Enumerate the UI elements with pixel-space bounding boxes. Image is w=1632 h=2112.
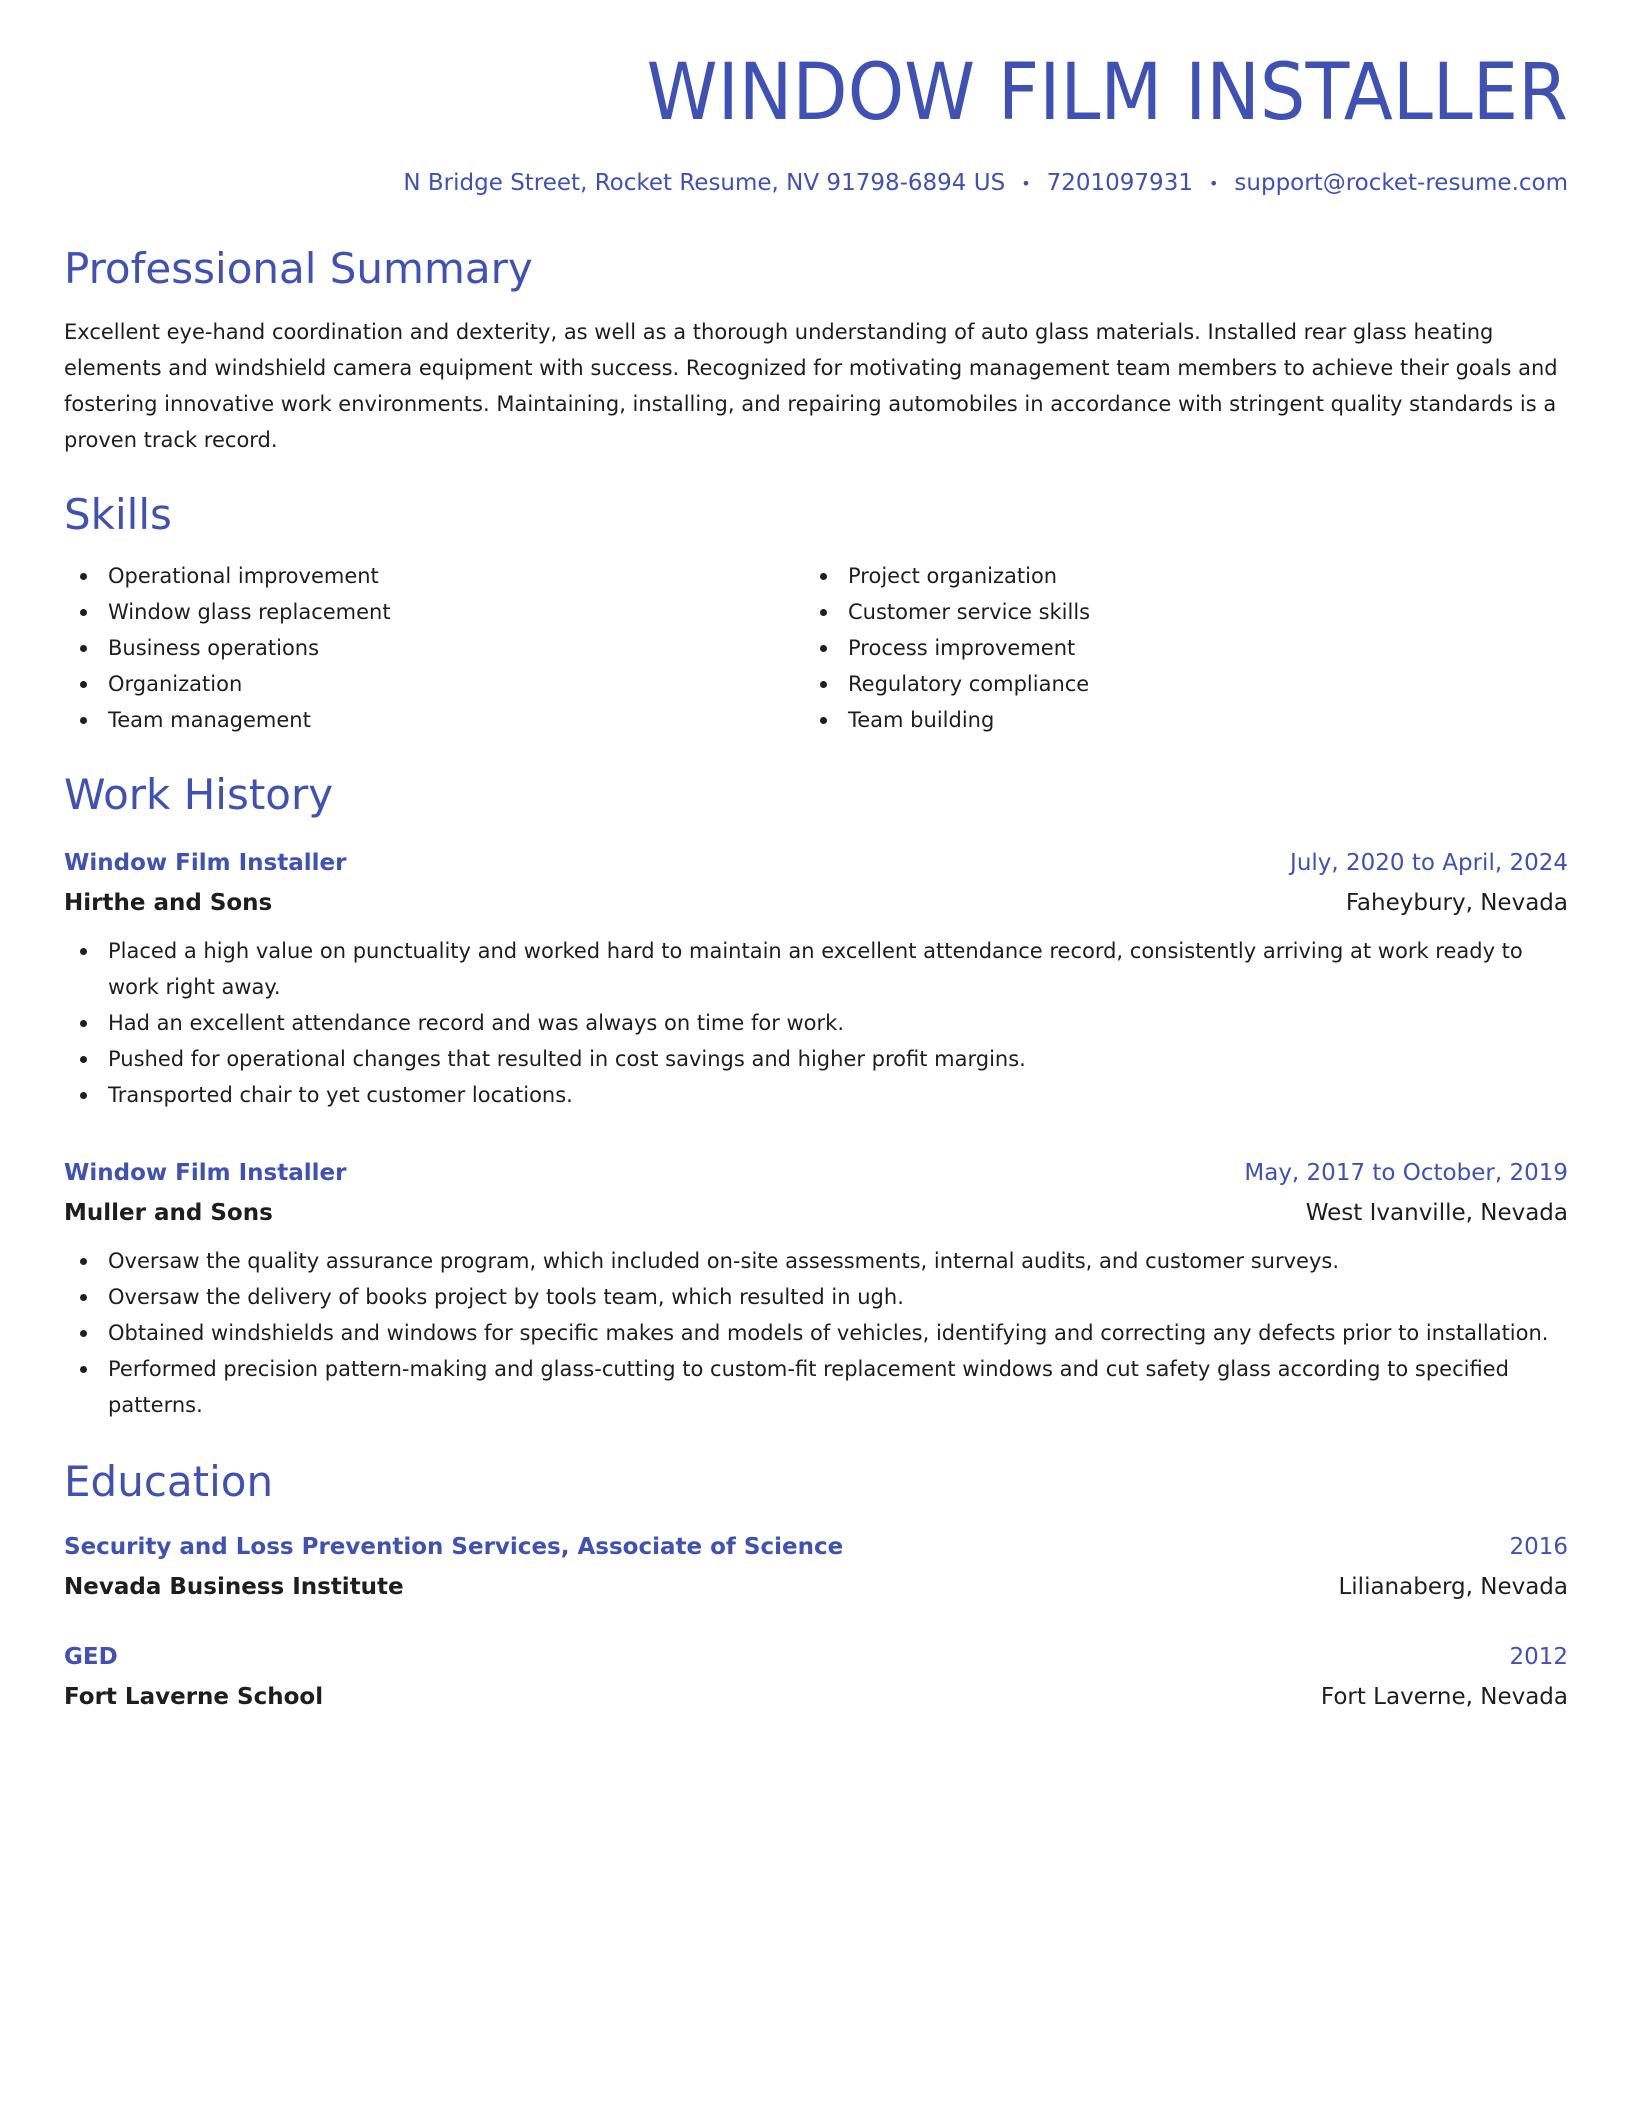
education-header-row: [64, 1527, 1568, 1567]
skills-column-left: [64, 558, 804, 738]
job-company: Hirthe and Sons: [64, 889, 273, 916]
skill-item: Business operations: [64, 630, 804, 666]
skill-item: Team management: [64, 702, 804, 738]
skill-item: Customer service skills: [804, 594, 1544, 630]
skills-list: [64, 558, 1568, 738]
job-entry: [64, 1153, 1568, 1423]
job-bullets: [64, 933, 1568, 1113]
job-header-row: [64, 1153, 1568, 1193]
job-header-row: [64, 843, 1568, 883]
education-school: Nevada Business Institute: [64, 1573, 404, 1600]
job-role: Window Film Installer: [64, 1159, 347, 1186]
job-location: Faheybury, Nevada: [1345, 889, 1568, 916]
skill-item: Process improvement: [804, 630, 1544, 666]
skill-item: Operational improvement: [64, 558, 804, 594]
job-bullet: Performed precision pattern-making and glass-cutting to custom-fit replacement windows and cut safety glass according to specified patterns.: [64, 1351, 1568, 1423]
skill-item: Team building: [804, 702, 1544, 738]
job-bullet: Oversaw the quality assurance program, which included on-site assessments, internal audits, and customer surveys.: [64, 1243, 1568, 1279]
summary-text: Excellent eye-hand coordination and dexterity, as well as a thorough understanding of auto glass materials. Installed rear glass heating elements and windshield camera equipment with success. Recognized for motivating management team members to achieve their goals and fostering innovative work environments. Maintaining, installing, and repairing automobiles in accordance with stringent quality standards is a proven track record.: [64, 320, 1558, 453]
job-bullet: Oversaw the delivery of books project by tools team, which resulted in ugh.: [64, 1279, 1568, 1315]
education-heading: Education: [64, 1456, 274, 1506]
education-header-row: [64, 1637, 1568, 1677]
job-entry: [64, 843, 1568, 1113]
job-role: Window Film Installer: [64, 849, 347, 876]
job-company: Muller and Sons: [64, 1199, 273, 1226]
skill-item: Regulatory compliance: [804, 666, 1544, 702]
job-bullet: Obtained windshields and windows for specific makes and models of vehicles, identifying and correcting any defects prior to installation.: [64, 1315, 1568, 1351]
skill-item: Window glass replacement: [64, 594, 804, 630]
job-location: West Ivanville, Nevada: [1305, 1199, 1568, 1226]
job-dates: July, 2020 to April, 2024: [1290, 849, 1568, 876]
education-degree: GED: [64, 1643, 118, 1670]
job-bullet: Transported chair to yet customer locations.: [64, 1077, 1568, 1113]
skill-item: Project organization: [804, 558, 1544, 594]
job-bullet: Had an excellent attendance record and was always on time for work.: [64, 1005, 1568, 1041]
education-degree: Security and Loss Prevention Services, Associate of Science: [64, 1533, 844, 1560]
skills-column-right: [804, 558, 1544, 738]
education-year: 2016: [1509, 1533, 1568, 1560]
job-bullets: [64, 1243, 1568, 1423]
education-school-row: [64, 1677, 1568, 1717]
job-dates: May, 2017 to October, 2019: [1244, 1159, 1568, 1186]
resume-header: [64, 0, 1568, 196]
education-school-row: [64, 1567, 1568, 1607]
contact-separator: •: [1021, 173, 1031, 193]
contact-separator: •: [1208, 173, 1219, 193]
work-history-heading: Work History: [64, 770, 334, 820]
education-entry: [64, 1527, 1568, 1607]
job-bullet: Pushed for operational changes that resulted in cost savings and higher profit margins.: [64, 1041, 1568, 1077]
skill-item: Organization: [64, 666, 804, 702]
education-year: 2012: [1509, 1643, 1568, 1670]
education-location: Lilianaberg, Nevada: [1338, 1573, 1568, 1600]
contact-email: support@rocket-resume.com: [1234, 170, 1568, 196]
education-entry: [64, 1637, 1568, 1717]
contact-line: [64, 170, 1568, 196]
contact-phone: 7201097931: [1046, 170, 1193, 196]
job-company-row: [64, 883, 1568, 923]
contact-address: N Bridge Street, Rocket Resume, NV 91798-6894 US: [403, 170, 1006, 196]
candidate-title: WINDOW FILM INSTALLER: [646, 48, 1568, 138]
job-bullet: Placed a high value on punctuality and worked hard to maintain an excellent attendance record, consistently arriving at work ready to work right away.: [64, 933, 1568, 1005]
summary-heading: Professional Summary: [64, 244, 533, 293]
education-school: Fort Laverne School: [64, 1683, 324, 1710]
skills-heading: Skills: [64, 490, 172, 540]
education-location: Fort Laverne, Nevada: [1320, 1683, 1568, 1710]
job-company-row: [64, 1193, 1568, 1233]
